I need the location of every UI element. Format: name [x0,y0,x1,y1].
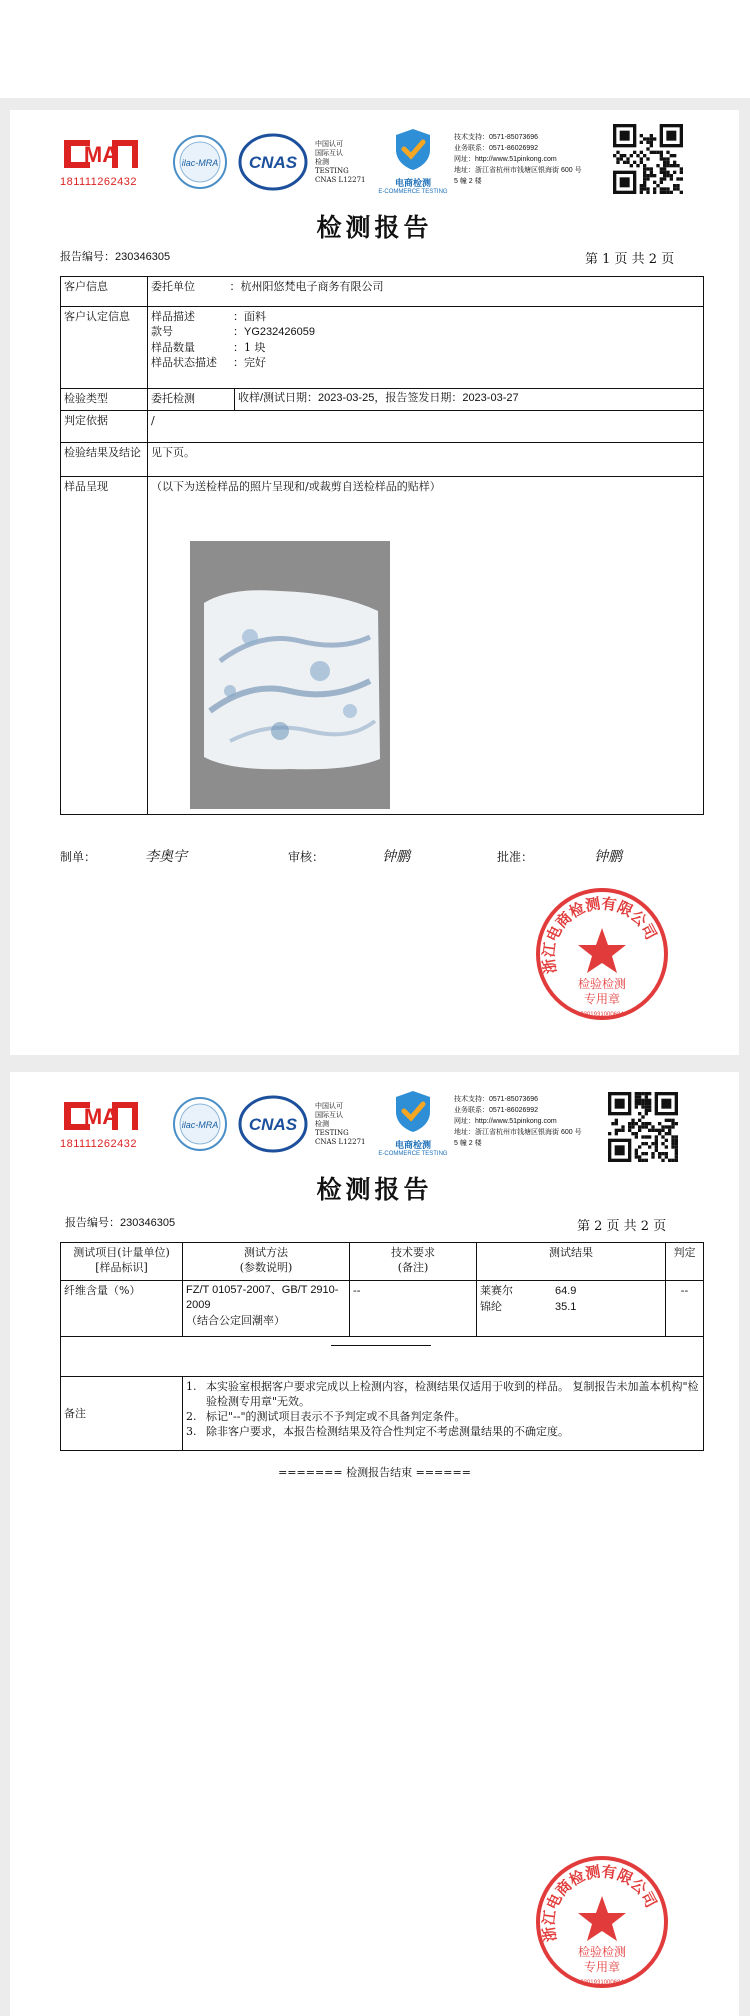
sample-cell [148,477,704,815]
svg-text:3301931000684: 3301931000684 [580,1012,624,1018]
cnas-logo [238,1094,308,1154]
svg-text:检验检测: 检验检测 [577,1945,627,1959]
svg-text:MA: MA [83,1104,119,1129]
row-results: 莱赛尔 64.9 锦纶 35.1 [477,1281,666,1337]
basis-label: 判定依据 [61,411,148,443]
svg-text:3301931000684: 3301931000684 [580,1980,624,1986]
cma-number: 181111262432 [60,176,137,188]
header-verdict: 判定 [666,1243,704,1281]
top-margin [0,0,750,98]
divider-line [331,1345,431,1346]
maker-label: 制单： [60,850,97,864]
report-title: 检测报告 [316,213,433,242]
table-row [61,1281,704,1337]
ecommerce-testing-logo: 电商检测 E-COMMERCE TESTING [370,1088,456,1157]
maker-signature: 李奥宇 [145,849,187,865]
svg-text:ilac-MRA: ilac-MRA [181,158,219,168]
qr-code [613,124,683,194]
remarks-cell: 1. 本实验室根据客户要求完成以上检测内容，检测结果仅适用于收到的样品。 复制报告未加盖本机构"检验检测专用章"无效。 2. 标记"--"的测试项目表示不予判定或不具备判定条件。 3. 除非客户要求，本报告检测结果及符合性判定不考虑测量结果的不确定度。 [183,1377,704,1451]
result-label: 检验结果及结论 [61,443,148,477]
qr-code [608,1092,678,1162]
header-item: 测试项目(计量单位) [样品标识] [61,1243,183,1281]
header-requirement: 技术要求 (备注) [350,1243,477,1281]
report-number: 报告编号：230346305 [65,1217,176,1229]
accreditation-text: 中国认可 国际互认 检测 TESTING CNAS L12271 [315,140,366,184]
approve-signature: 钟鹏 [594,849,622,865]
dates: 收样/测试日期：2023-03-25，报告签发日期：2023-03-27 [235,389,704,411]
page-indicator: 第 1 页 共 2 页 [585,252,675,267]
table-header-row [61,1243,704,1281]
contact-block: 技术支持：0571-85073696 业务联系：0571-86026992 网址：http://www.51pinkong.com 地址：浙江省杭州市钱塘区银海街 600 号 5 幢 2 楼 [454,134,582,185]
svg-text:浙江电商检测有限公司: 浙江电商检测有限公司 [539,1862,661,1944]
review-signature: 钟鹏 [382,849,410,865]
ilac-logo [170,1096,230,1152]
client-cell [148,277,704,307]
qr-code-icon [608,1092,678,1162]
cma-mark-icon [60,136,142,172]
type-value: 委托检测 [148,389,235,411]
sample-note: （以下为送检样品的照片呈现和/或裁剪自送检样品的贴样） [151,480,441,493]
cma-logo [60,136,142,188]
approve-label: 批准： [497,850,534,864]
report-end: ======= 检测报告结束 ====== [278,1466,471,1479]
confirm-label: 客户认定信息 [61,307,148,389]
client-label: 客户信息 [61,277,148,307]
ilac-logo [170,134,230,190]
result-value: 见下页。 [148,443,704,477]
report-info-table [60,276,704,815]
cnas-logo [238,132,308,192]
official-seal [532,884,672,1024]
accreditation-text: 中国认可 国际互认 检测 TESTING CNAS L12271 [315,1102,366,1146]
cma-logo [60,1098,142,1150]
ecommerce-testing-logo: 电商检测 E-COMMERCE TESTING [370,126,456,195]
blank-row [61,1337,704,1377]
header-method: 测试方法 (参数说明) [183,1243,350,1281]
confirm-cell: 样品描述 ：面料 款号 ：YG232426059 样品数量 ：1 块 样品状态描述 ：完好 [148,307,704,389]
svg-text:CNAS: CNAS [248,153,298,172]
client-sub: 委托单位 [151,280,195,293]
shield-check-icon [390,1088,436,1134]
type-label: 检验类型 [61,389,148,411]
svg-text:专用章: 专用章 [583,992,621,1006]
report-page-2 [10,1072,739,2016]
cma-number: 181111262432 [60,1138,137,1150]
results-table [60,1242,704,1451]
svg-text:专用章: 专用章 [583,1960,621,1974]
contact-block: 技术支持：0571-85073696 业务联系：0571-86026992 网址：http://www.51pinkong.com 地址：浙江省杭州市钱塘区银海街 600 号 5 幢 2 楼 [454,1096,582,1147]
sample-photo [190,541,390,809]
svg-text:MA: MA [83,142,119,167]
seal-icon [532,1852,672,1992]
basis-value: / [148,411,704,443]
report-title: 检测报告 [316,1175,433,1204]
cma-mark-icon [60,1098,142,1134]
page-indicator: 第 2 页 共 2 页 [577,1219,667,1234]
remarks-label: 备注 [61,1377,183,1451]
client-value: ：杭州阳悠梵电子商务有限公司 [229,280,384,293]
row-requirement: -- [350,1281,477,1337]
svg-text:ilac-MRA: ilac-MRA [181,1120,219,1130]
sample-label: 样品呈现 [61,477,148,815]
report-page-1 [10,110,739,1055]
review-label: 审核： [288,850,325,864]
report-number: 报告编号：230346305 [60,251,171,263]
svg-text:浙江电商检测有限公司: 浙江电商检测有限公司 [539,894,661,976]
seal-icon [532,884,672,1024]
shield-check-icon [390,126,436,172]
remarks-row [61,1377,704,1451]
row-method: FZ/T 01057-2007、GB/T 2910-2009 （结合公定回潮率） [183,1281,350,1337]
qr-code-icon [613,124,683,194]
svg-text:CNAS: CNAS [248,1115,298,1134]
row-item: 纤维含量（%） [61,1281,183,1337]
header-result: 测试结果 [477,1243,666,1281]
svg-text:检验检测: 检验检测 [577,977,627,991]
official-seal [532,1852,672,1992]
row-verdict: -- [666,1281,704,1337]
